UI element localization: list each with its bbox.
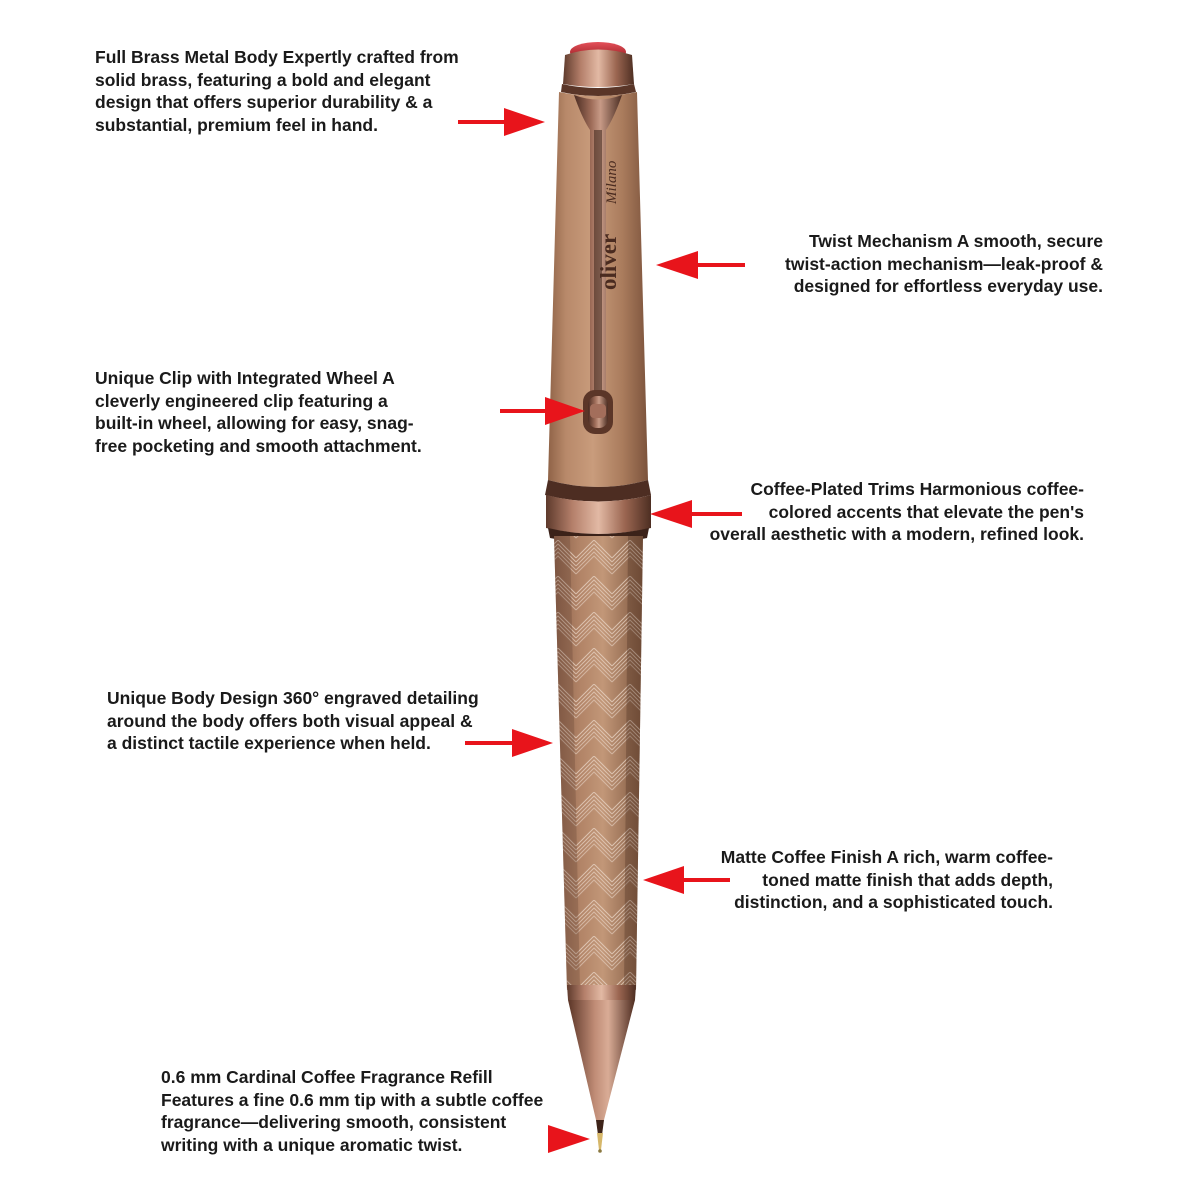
brand-sub: Milano: [604, 160, 620, 204]
callout-twist-mechanism: Twist Mechanism A smooth, secure twist-action mechanism—leak-proof & designed for effortless everyday use.: [785, 231, 1103, 296]
callout-matte-finish: Matte Coffee Finish A rich, warm coffee- toned matte finish that adds depth, distinction, and a sophisticated touch.: [720, 847, 1053, 912]
brand-logo: oliver: [596, 233, 621, 290]
refill-tip: [597, 1133, 603, 1153]
center-trim-ring: [545, 480, 651, 543]
pen-tip-cone: [568, 1000, 635, 1135]
callout-coffee-trims: Coffee-Plated Trims Harmonious coffee- colored accents that elevate the pen's overall aesthetic with a modern, refined look.: [709, 479, 1084, 544]
callout-body-design: Unique Body Design 360° engraved detailing around the body offers both visual appeal & a distinct tactile experience when held.: [107, 688, 479, 753]
arrow-twist-mechanism: [656, 251, 745, 279]
clip-wheel: [583, 390, 613, 434]
cap-top-finial: [561, 50, 636, 97]
callout-clip-wheel: Unique Clip with Integrated Wheel A cleverly engineered clip featuring a built-in wheel, allowing for easy, snag- free pocketing and smooth attachment.: [95, 368, 422, 456]
arrow-matte-finish: [643, 866, 730, 894]
pen-barrel: [550, 530, 650, 1000]
arrow-refill: [548, 1125, 590, 1153]
arrow-brass-body: [458, 108, 545, 136]
lower-trim-ring: [567, 985, 636, 1000]
callout-brass-body: Full Brass Metal Body Expertly crafted from solid brass, featuring a bold and elegant design that offers superior durability & a substantial, premium feel in hand.: [95, 47, 459, 135]
callout-refill: 0.6 mm Cardinal Coffee Fragrance Refill Features a fine 0.6 mm tip with a subtle coffee fragrance—delivering smooth, consistent writing with a unique aromatic twist.: [161, 1067, 544, 1155]
